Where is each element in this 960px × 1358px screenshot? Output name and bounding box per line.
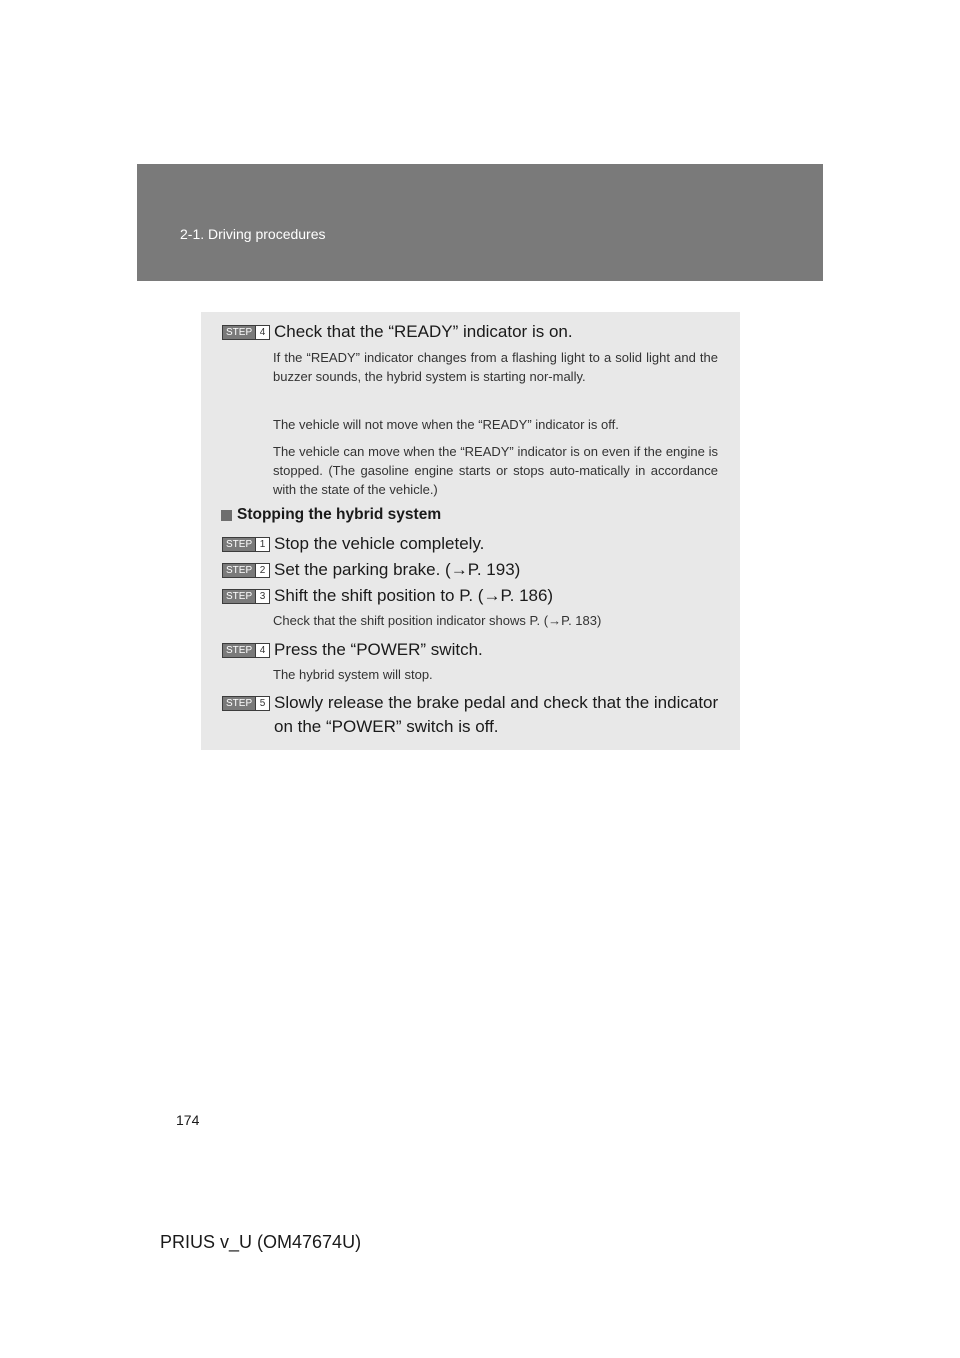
step-stop-5: [222, 693, 722, 739]
step-stop-2: [222, 560, 722, 582]
step-badge: STEP 3: [222, 589, 270, 604]
note: The vehicle can move when the “READY” indicator is on even if the engine is stopped. (The gasoline engine starts or stops auto-matically in accordance with the state of the vehicle.): [273, 444, 718, 497]
footer-model: PRIUS v_U (OM47674U): [160, 1232, 362, 1252]
step-text: Set the parking brake. (→P. 193): [274, 560, 521, 579]
step-text: Check that the “READY” indicator is on.: [274, 322, 573, 341]
step-badge: STEP 5: [222, 696, 270, 711]
note: The hybrid system will stop.: [273, 667, 433, 682]
note: If the “READY” indicator changes from a flashing light to a solid light and the buzzer sounds, the hybrid system is starting nor-mally.: [273, 350, 718, 384]
step-stop-1: [222, 534, 722, 556]
step-text: Slowly release the brake pedal and check that the indicator on the “POWER” switch is off.: [274, 693, 719, 736]
step-stop-4: [222, 640, 722, 662]
step-text: Shift the shift position to P. (→P. 186): [274, 586, 554, 605]
step-start-4: [222, 322, 722, 344]
step-text: Press the “POWER” switch.: [274, 640, 483, 659]
page-number: 174: [176, 1112, 200, 1128]
sub-heading: Stopping the hybrid system: [221, 506, 441, 524]
step-text: Stop the vehicle completely.: [274, 534, 485, 553]
step-badge: STEP 4: [222, 643, 270, 658]
step-badge: STEP 2: [222, 563, 270, 578]
square-bullet-icon: [221, 510, 232, 521]
header-band: [137, 164, 823, 281]
step-stop-3: [222, 586, 722, 608]
note: Check that the shift position indicator shows P. (→P. 183): [273, 613, 602, 628]
section-title: 2-1. Driving procedures: [180, 226, 326, 242]
note: The vehicle will not move when the “READY” indicator is off.: [273, 417, 619, 432]
step-badge: STEP 1: [222, 537, 270, 552]
step-badge: STEP 4: [222, 325, 270, 340]
